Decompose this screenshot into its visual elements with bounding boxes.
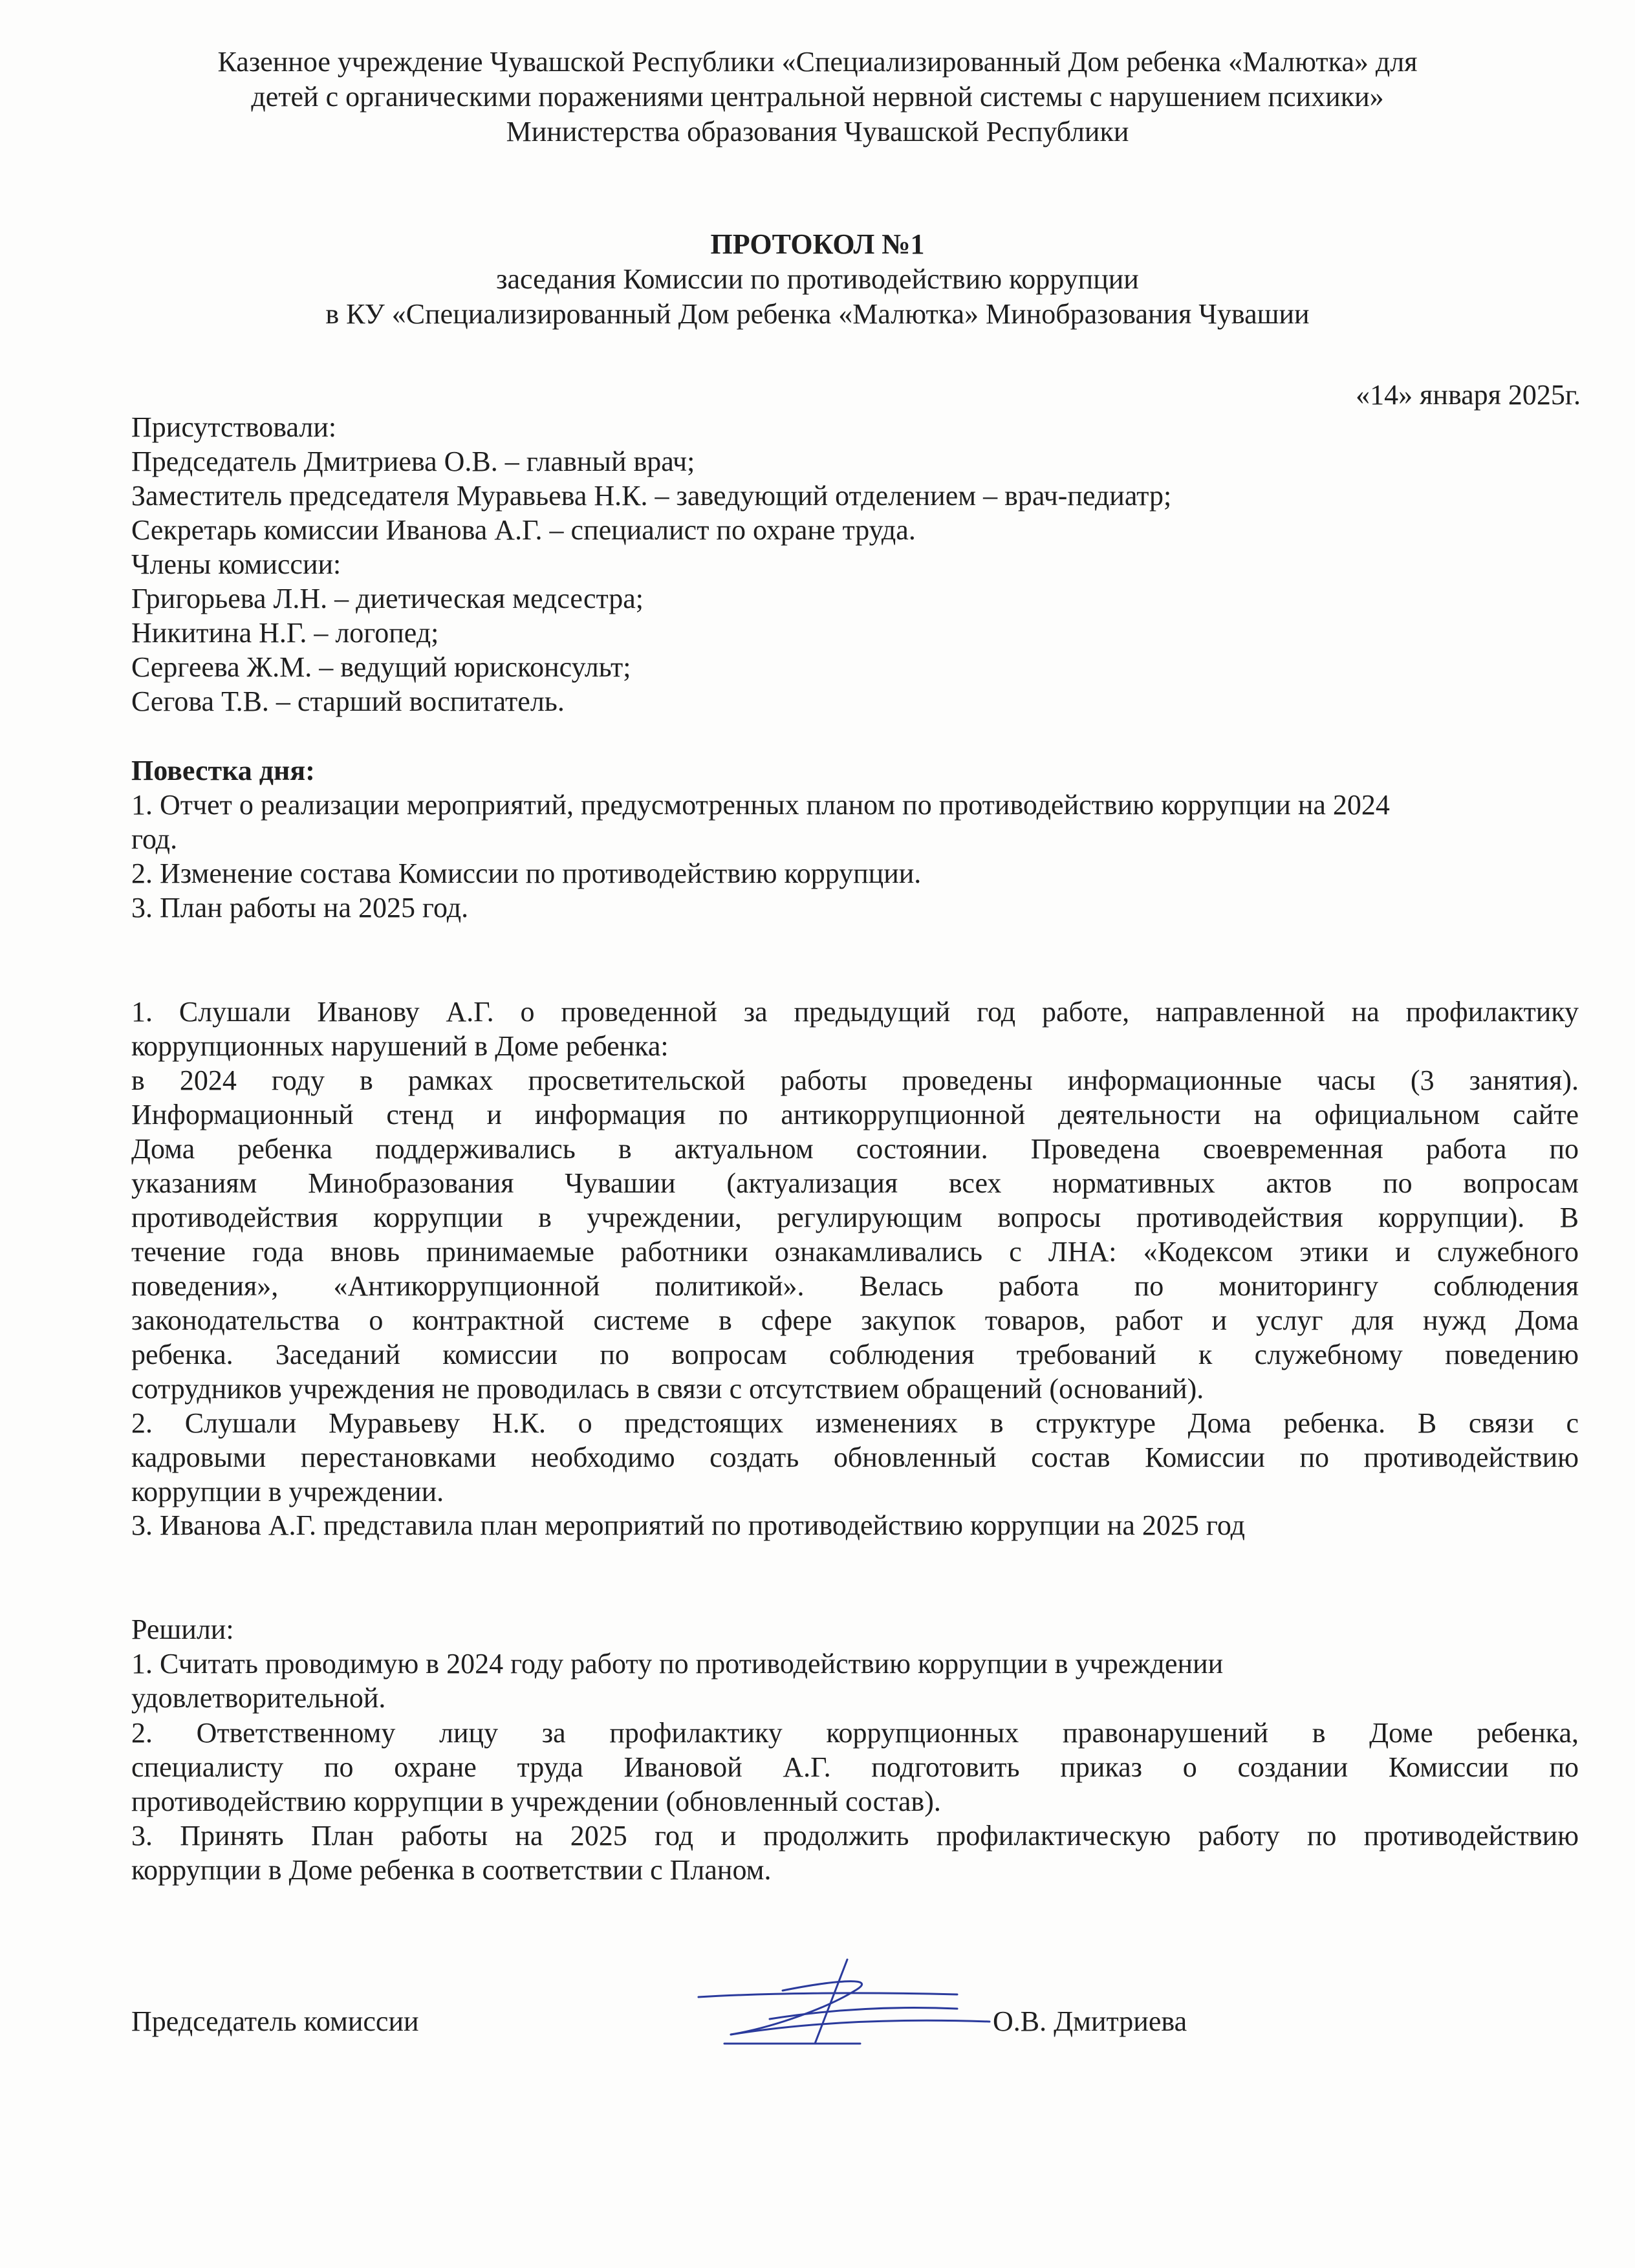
attendees-label: Присутствовали:	[131, 411, 337, 443]
protocol-title: ПРОТОКОЛ №1	[710, 228, 925, 260]
attendee-chair: Председатель Дмитриева О.В. – главный врач;	[131, 446, 695, 477]
text-line: 1. Слушали Иванову А.Г. о проведенной за предыдущий год работе, направленной на профилактику	[131, 996, 1579, 1028]
text-line: коррупции в Доме ребенка в соответствии с Планом.	[131, 1854, 772, 1886]
text-line: сотрудников учреждения не проводилась в связи с отсутствием обращений (оснований).	[131, 1373, 1204, 1405]
agenda-label: Повестка дня:	[131, 755, 315, 786]
members-label: Члены комиссии:	[131, 548, 341, 580]
text-line: указаниям Минобразования Чувашии (актуализация всех нормативных актов по вопросам	[131, 1167, 1579, 1199]
agenda-item-3: 3. План работы на 2025 год.	[131, 892, 469, 923]
text-line: коррупционных нарушений в Доме ребенка:	[131, 1030, 669, 1062]
member-item: Сегова Т.В. – старший воспитатель.	[131, 686, 565, 717]
text-line: 3. Принять План работы на 2025 год и продолжить профилактическую работу по противодействию	[131, 1820, 1579, 1852]
text-line: специалисту по охране труда Ивановой А.Г. подготовить приказ о создании Комиссии по	[131, 1751, 1579, 1783]
agenda-item-1-line-1: 1. Отчет о реализации мероприятий, предусмотренных планом по противодействию коррупции на 2024	[131, 789, 1390, 821]
text-line: 2. Ответственному лицу за профилактику коррупционных правонарушений в Доме ребенка,	[131, 1717, 1579, 1749]
text-line: течение года вновь принимаемые работники ознакамливались с ЛНА: «Кодексом этики и служебного	[131, 1236, 1579, 1268]
decided-item-1-line-1: 1. Считать проводимую в 2024 году работу по противодействию коррупции в учреждении	[131, 1648, 1224, 1679]
decided-label: Решили:	[131, 1614, 234, 1645]
attendee-secretary: Секретарь комиссии Иванова А.Г. – специалист по охране труда.	[131, 514, 916, 546]
header-line-1: Казенное учреждение Чувашской Республики «Специализированный Дом ребенка «Малютка» для	[217, 46, 1418, 78]
text-line: коррупции в учреждении.	[131, 1476, 444, 1507]
meeting-date: «14» января 2025г.	[1356, 379, 1581, 411]
text-line: 2. Слушали Муравьеву Н.К. о предстоящих изменениях в структуре Дома ребенка. В связи с	[131, 1407, 1579, 1439]
agenda-item-1-line-2: год.	[131, 823, 178, 855]
heard-paragraph-3: 3. Иванова А.Г. представила план мероприятий по противодействию коррупции на 2025 год	[131, 1509, 1245, 1541]
signature-name: О.В. Дмитриева	[993, 2005, 1187, 2037]
member-item: Григорьева Л.Н. – диетическая медсестра;	[131, 583, 644, 614]
text-line: кадровыми перестановками необходимо создать обновленный состав Комиссии по противодействию	[131, 1442, 1579, 1473]
text-line: противодействия коррупции в учреждении, регулирующим вопросы противодействия коррупции). В	[131, 1202, 1579, 1233]
decided-paragraph-2	[131, 1716, 1579, 1819]
protocol-subtitle-1: заседания Комиссии по противодействию коррупции	[496, 263, 1139, 295]
header-line-2: детей с органическими поражениями центральной нервной системы с нарушением психики»	[251, 81, 1384, 113]
header-line-3: Министерства образования Чувашской Республики	[506, 116, 1129, 147]
text-line: ребенка. Заседаний комиссии по вопросам соблюдения требований к служебному поведению	[131, 1339, 1579, 1370]
decided-item-1-line-2: удовлетворительной.	[131, 1682, 386, 1714]
agenda-item-2: 2. Изменение состава Комиссии по противодействию коррупции.	[131, 858, 922, 889]
text-line: в 2024 году в рамках просветительской работы проведены информационные часы (3 занятия).	[131, 1064, 1579, 1096]
protocol-subtitle-2: в КУ «Специализированный Дом ребенка «Малютка» Минобразования Чувашии	[325, 298, 1310, 330]
text-line: Дома ребенка поддерживались в актуальном состоянии. Проведена своевременная работа по	[131, 1133, 1579, 1165]
text-line: поведения», «Антикоррупционной политикой». Велась работа по мониторингу соблюдения	[131, 1270, 1579, 1302]
text-line: законодательства о контрактной системе в сфере закупок товаров, работ и услуг для нужд Дома	[131, 1304, 1579, 1336]
decided-paragraph-3	[131, 1819, 1579, 1887]
signature-role: Председатель комиссии	[131, 2005, 419, 2037]
attendee-deputy: Заместитель председателя Муравьева Н.К. – заведующий отделением – врач-педиатр;	[131, 480, 1172, 512]
member-item: Никитина Н.Г. – логопед;	[131, 617, 439, 649]
text-line: Информационный стенд и информация по антикоррупционной деятельности на официальном сайте	[131, 1099, 1579, 1130]
member-item: Сергеева Ж.М. – ведущий юрисконсульт;	[131, 651, 631, 683]
heard-paragraph-2	[131, 1406, 1579, 1509]
text-line: противодействию коррупции в учреждении (обновленный состав).	[131, 1786, 941, 1817]
heard-paragraph-1	[131, 995, 1579, 1406]
